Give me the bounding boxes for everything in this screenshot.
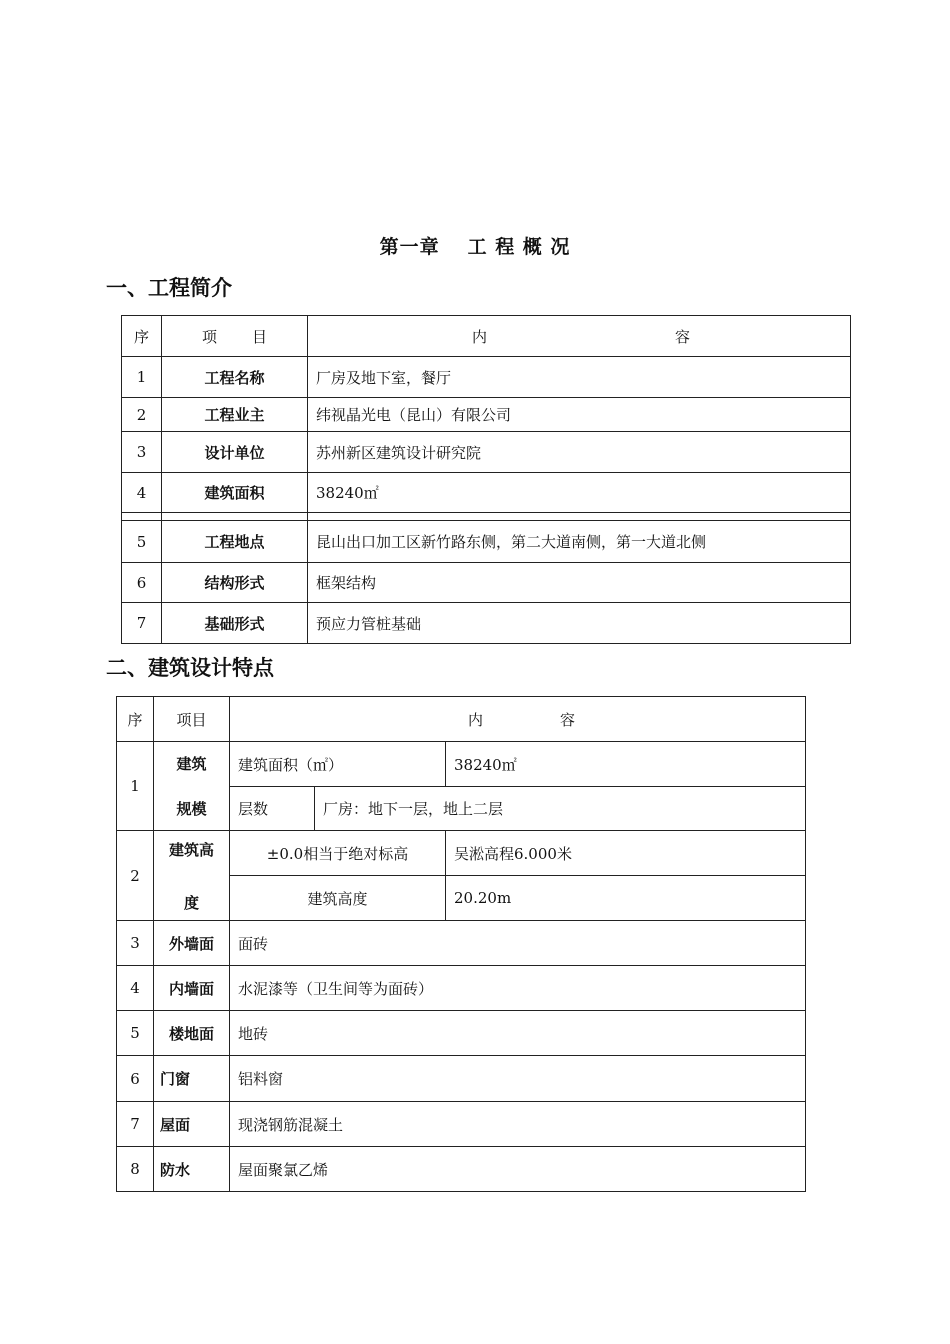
item-height: 建筑高 度	[154, 831, 230, 921]
chapter-title	[0, 232, 950, 259]
table-row: 建筑高度 20.20m	[117, 876, 806, 921]
chapter-number: 第一章	[379, 236, 440, 258]
item-scale: 建筑 规模	[154, 742, 230, 831]
table-row: 2 建筑高 度 ±0.0相当于绝对标高 吴淞高程6.000米	[117, 831, 806, 876]
table-header-row	[122, 316, 851, 357]
table-row: 8 防水 屋面聚氯乙烯	[117, 1147, 806, 1192]
table-spacer-row	[122, 513, 851, 521]
table-row: 1 建筑 规模 建筑面积（㎡） 38240㎡	[117, 742, 806, 787]
design-features-table	[116, 696, 806, 1192]
table-row: 6 结构形式 框架结构	[122, 563, 851, 603]
table-row: 5 楼地面 地砖	[117, 1011, 806, 1056]
header-content: 内 容	[308, 316, 851, 357]
section-1-title: 一、工程简介	[106, 276, 232, 300]
project-overview-table	[121, 315, 851, 644]
table-row: 3 外墙面 面砖	[117, 921, 806, 966]
table-row: 5 工程地点 昆山出口加工区新竹路东侧，第二大道南侧，第一大道北侧	[122, 521, 851, 563]
table-row: 7 屋面 现浇钢筋混凝土	[117, 1102, 806, 1147]
table-row: 4 内墙面 水泥漆等（卫生间等为面砖）	[117, 966, 806, 1011]
table-row: 2 工程业主 纬视晶光电（昆山）有限公司	[122, 398, 851, 432]
table-header-row: 序 项目 内 容	[117, 697, 806, 742]
chapter-name: 工 程 概 况	[467, 236, 571, 258]
header-content: 内 容	[230, 697, 806, 742]
table-row: 4 建筑面积 38240㎡	[122, 473, 851, 513]
header-item: 项 目	[162, 316, 308, 357]
table-row: 层数 厂房：地下一层，地上二层	[117, 787, 806, 831]
table-row: 1 工程名称 厂房及地下室，餐厅	[122, 357, 851, 398]
table-row: 3 设计单位 苏州新区建筑设计研究院	[122, 432, 851, 473]
table-row: 6 门窗 铝料窗	[117, 1056, 806, 1102]
header-seq: 序	[122, 316, 162, 357]
section-2-title: 二、建筑设计特点	[106, 656, 274, 680]
table-row: 7 基础形式 预应力管桩基础	[122, 603, 851, 644]
